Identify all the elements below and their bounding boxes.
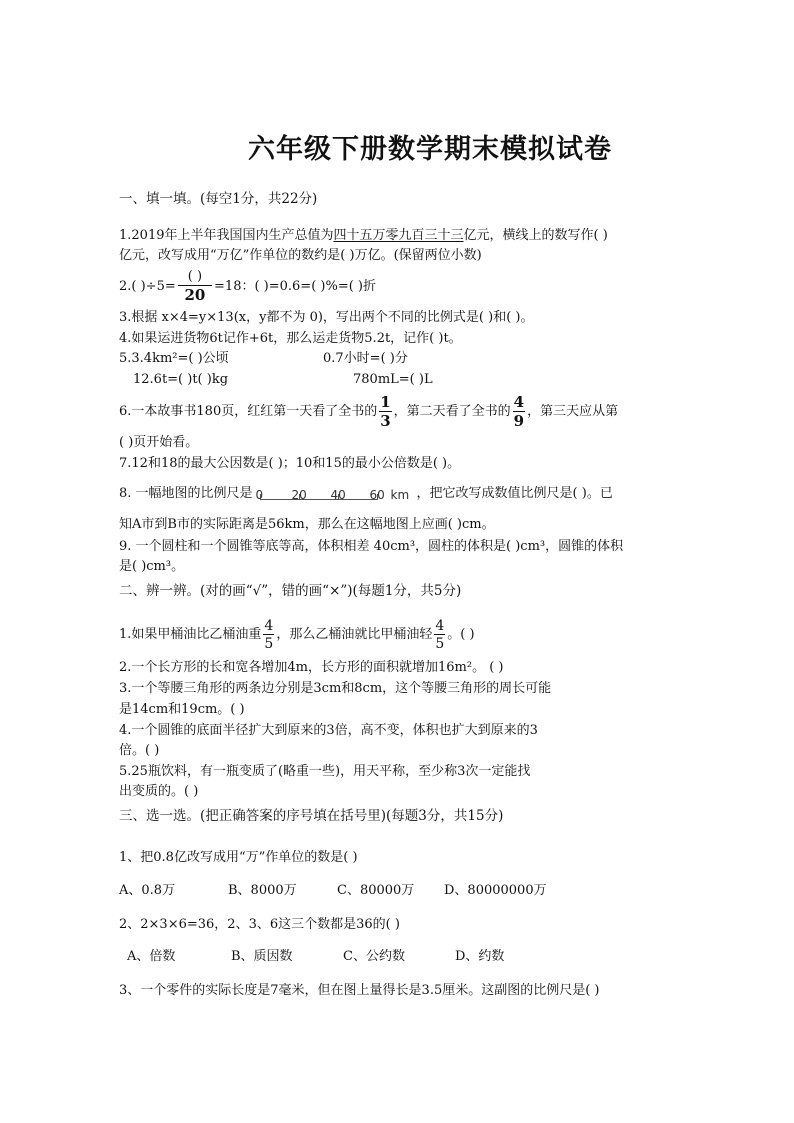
question-1-8-line2: 知A市到B市的实际距离是56km，那么在这幅地图上应画( )cm。 (119, 517, 495, 532)
question-1-5-line2: 12.6t=( )t( )kg (133, 372, 229, 387)
question-1-7: 7.12和18的最大公因数是( )；10和15的最小公倍数是( )。 (119, 456, 461, 471)
question-1-5-line1-b: 0.7小时=( )分 (323, 351, 408, 366)
line-scale-bar (255, 483, 415, 505)
question-1-9-line2: 是( )cm³。 (119, 559, 185, 574)
section1-heading: 一、填一填。(每空1分，共22分) (119, 191, 318, 207)
question-1-5-line1: 5.3.4km²=( )公顷 (119, 351, 229, 366)
question-2-5-line1: 5.25瓶饮料，有一瓶变质了(略重一些)，用天平称，至少称3次一定能找 (119, 764, 531, 779)
question-2-1: 1.如果甲桶油比乙桶油重 $\frac{4}{5}$ ，那么乙桶油就比甲桶油轻 $\frac{4}{5}$ 。( ) (119, 617, 475, 652)
question-1-2: 2.( )÷5= $\frac{( )}{20}$ =18：( )=0.6=( )%=( )折 (119, 269, 376, 304)
section3-heading: 三、选一选。(把正确答案的序号填在括号里)(每题3分，共15分) (119, 808, 504, 824)
question-2-4-line2: 倍。( ) (119, 743, 160, 758)
q3-1-option-c: C、80000万 (337, 883, 415, 898)
scale-label-0: 0 (255, 487, 264, 502)
question-3-2: 2、2×3×6=36，2、3、6这三个数都是36的( ) (119, 917, 400, 932)
question-1-9-line1: 9. 一个圆柱和一个圆锥等底等高，体积相差 40cm³，圆柱的体积是( )cm³，圆锥的体积 (119, 539, 624, 554)
question-1-6-line1: 6.一本故事书180页，红红第一天看了全书的 $\frac{1}{3}$ ，第二天看了全书的 $\frac{4}{9}$ ，第三天应从第 (119, 392, 619, 430)
scale-label-60: 60 (369, 487, 385, 502)
question-2-5-line2: 出变质的。( ) (119, 784, 199, 799)
q3-1-option-b: B、8000万 (228, 883, 297, 898)
underlined-number: 四十五万零九百三十三 (333, 228, 464, 243)
fraction-four-fifths: $\frac{4}{5}$ (435, 617, 445, 652)
q3-2-option-d: D、约数 (455, 949, 505, 964)
fraction-blank-over-20: $\frac{( )}{20}$ (178, 270, 212, 303)
page-title: 六年级下册数学期末模拟试卷 (248, 134, 612, 165)
question-1-4: 4.如果运进货物6t记作+6t，那么运走货物5.2t，记作( )t。 (119, 331, 462, 346)
scale-label-20: 20 (291, 487, 307, 502)
q3-1-option-a: A、0.8万 (119, 883, 176, 898)
q3-2-option-b: B、质因数 (231, 949, 293, 964)
question-1-6-line2: ( )页开始看。 (119, 435, 199, 450)
question-3-3: 3、一个零件的实际长度是7毫米，但在图上量得长是3.5厘米。这副图的比例尺是( ) (119, 983, 600, 998)
scale-bar-line (260, 499, 378, 500)
question-1-5-line2-b: 780mL=( )L (353, 372, 433, 387)
q3-2-option-c: C、公约数 (343, 949, 405, 964)
scale-label-40: 40 (330, 487, 346, 502)
question-2-4-line1: 4.一个圆锥的底面半径扩大到原来的3倍，高不变，体积也扩大到原来的3 (119, 723, 538, 738)
question-1-8-line1: 8. 一幅地图的比例尺是 0 20 40 60 km ，把它改写成数值比例尺是( )。已 (119, 482, 613, 506)
question-1-3: 3.根据 x×4=y×13(x，y都不为 0)，写出两个不同的比例式是( )和( )。 (119, 310, 534, 325)
question-2-3-line2: 是14cm和19cm。( ) (119, 702, 245, 717)
scale-unit: km (390, 487, 410, 502)
question-1-1-line2: 亿元，改写成用“万亿”作单位的数约是( )万亿。(保留两位小数) (119, 248, 482, 263)
fraction-one-third: $\frac{1}{3}$ (380, 392, 391, 430)
question-2-3-line1: 3.一个等腰三角形的两条边分别是3cm和8cm，这个等腰三角形的周长可能 (119, 681, 552, 696)
fraction-four-ninths: $\frac{4}{9}$ (513, 392, 525, 430)
q3-1-option-d: D、80000000万 (444, 883, 547, 898)
question-1-1-line1: 1.2019年上半年我国国内生产总值为四十五万零九百三十三亿元，横线上的数写作( ) (119, 228, 608, 243)
question-3-1: 1、把0.8亿改写成用“万”作单位的数是( ) (119, 850, 358, 865)
question-2-2: 2.一个长方形的长和宽各增加4m，长方形的面积就增加16m²。 ( ) (119, 660, 504, 675)
section2-heading: 二、辨一辨。(对的画“√”，错的画“×”)(每题1分，共5分) (119, 583, 462, 599)
q3-2-option-a: A、倍数 (127, 949, 176, 964)
fraction-four-fifths: $\frac{4}{5}$ (264, 617, 274, 652)
